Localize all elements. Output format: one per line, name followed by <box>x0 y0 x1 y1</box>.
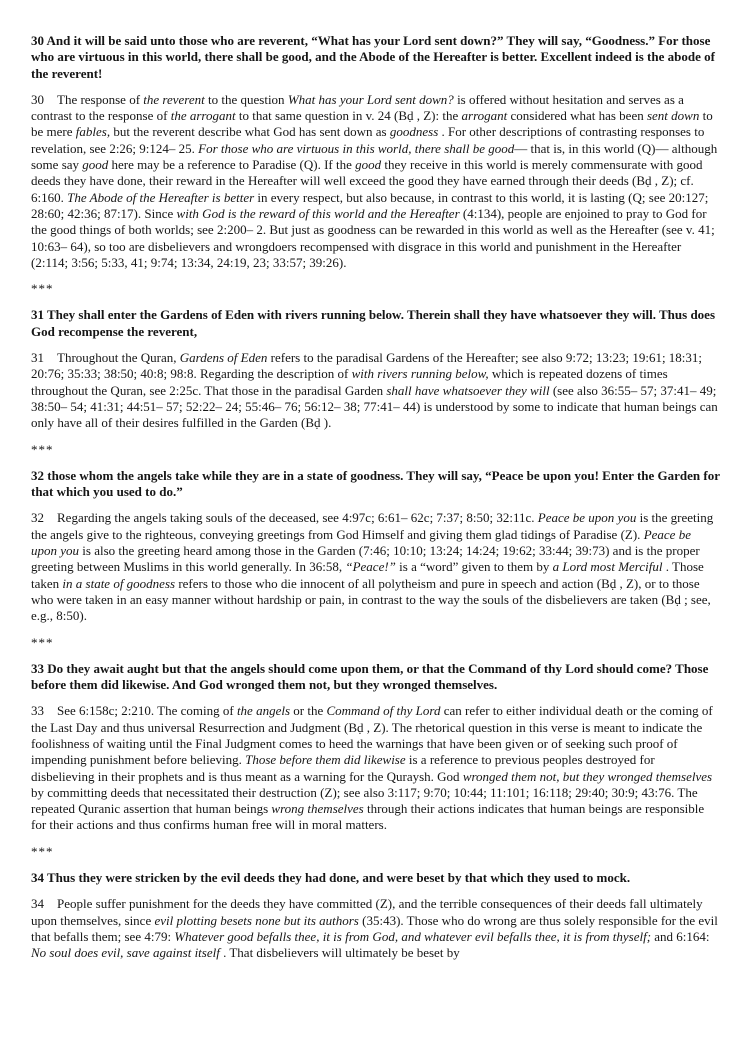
commentary-paragraph: 34 People suffer punishment for the deeds they have committed (Z), and the terrible consequences of their deeds fall ultimately upon themselves, since evil plotting besets none but its authors (35:43). Those who do wrong are thus solely responsible for the evil that befalls them; see 4:79: Whatever good befalls thee, it is from God, and whatever evil befalls thee, it is from thyself; and 6:164: No soul does evil, save against itself . That disbelievers will ultimately be beset by <box>31 896 718 961</box>
verse-translation-paragraph: 33 Do they await aught but that the angels should come upon them, or that the Command of thy Lord should come? Those before them did likewise. And God wronged them not, but they wronged themselves. <box>31 660 709 693</box>
section-separator: *** <box>31 441 54 457</box>
section-separator: *** <box>31 281 54 297</box>
verse-translation-paragraph: 30 And it will be said unto those who are reverent, “What has your Lord sent down?” They will say, “Goodness.” For those who are virtuous in this world, there shall be good, and the Abode of the Hereafter is better. Excellent indeed is the abode of the reverent! <box>31 33 715 81</box>
section-separator: *** <box>31 634 54 650</box>
commentary-paragraph: 30 The response of the reverent to the question What has your Lord sent down? is offered without hesitation and serves as a contrast to the response of the arrogant to that same question in v. 24 (Bḍ , Z): the arrogant considered what has been sent down to be mere fables, but the reverent describe what God has sent down as goodness . For other descriptions of contrasting responses to revelation, see 2:26; 9:124– 25. For those who are virtuous in this world, there shall be good— that is, in this world (Q)— although some say good here may be a reference to Paradise (Q). If the good they receive in this world is merely commensurate with good deeds they have done, their reward in the Hereafter will well exceed the good they have earned through their deeds (Bḍ , Z); cf. 6:160. The Abode of the Hereafter is better in every respect, but also because, in contrast to this world, it is lasting (Q; see 20:127; 28:60; 42:36; 87:17). Since with God is the reward of this world and the Hereafter (4:134), people are enjoined to pray to God for the good things of both worlds; see 2:200– 2. But just as goodness can be rewarded in this world as well as the Hereafter (see v. 41; 10:63– 64), so too are disbelievers and wrongdoers recompensed with disgrace in this world and punishment in the Hereafter (2:114; 3:56; 5:33, 41; 9:74; 13:34, 24:19, 23; 33:57; 39:26). <box>31 91 718 270</box>
commentary-paragraph: 33 See 6:158c; 2:210. The coming of the angels or the Command of thy Lord can refer to either individual death or the coming of the Last Day and thus universal Resurrection and Judgment (Bḍ , Z). The rhetorical question in this verse is meant to indicate the foolishness of waiting until the Final Judgment comes to heed the warnings that have been given or of seeking such proof of impending punishment before believing. Those before them did likewise is a reference to previous peoples destroyed for disbelieving in their prophets and is thus meant as a warning for the Quraysh. God wronged them not, but they wronged themselves by committing deeds that necessitated their destruction (Z); see also 3:117; 9:70; 10:44; 11:101; 16:118; 29:40; 30:9; 43:76. The repeated Quranic assertion that human beings wrong themselves through their actions indicates that human beings are responsible for their actions and thus confirms human free will in moral matters. <box>31 703 713 833</box>
verse-translation-paragraph: 32 those whom the angels take while they are in a state of goodness. They will say, “Peace be upon you! Enter the Garden for that which you used to do.” <box>31 467 720 500</box>
commentary-paragraph: 31 Throughout the Quran, Gardens of Eden refers to the paradisal Gardens of the Hereafter; see also 9:72; 13:23; 19:61; 18:31; 20:76; 35:33; 38:50; 40:8; 98:8. Regarding the description of with rivers running below, which is repeated dozens of times throughout the Quran, see 2:25c. That those in the paradisal Garden shall have whatsoever they will (see also 36:55– 57; 37:41– 49; 38:50– 54; 41:31; 44:51– 57; 52:22– 24; 55:46– 76; 56:12– 38; 77:41– 44) is understood by some to indicate that human beings can only have all of their desires fulfilled in the Garden (Bḍ ). <box>31 350 718 431</box>
verse-translation-paragraph: 31 They shall enter the Gardens of Eden with rivers running below. Therein shall they have whatsoever they will. Thus does God recompense the reverent, <box>31 307 716 339</box>
section-separator: *** <box>31 843 54 859</box>
text-flow <box>31 33 720 962</box>
commentary-paragraph: 32 Regarding the angels taking souls of the deceased, see 4:97c; 6:61– 62c; 7:37; 8:50; 32:11c. Peace be upon you is the greeting the angels give to the righteous, conveying greetings from God Himself and giving them glad tidings of Paradise (Z). Peace be upon you is also the greeting heard among those in the Garden (7:46; 10:10; 13:24; 14:24; 19:62; 33:44; 39:73) and is the proper greeting between Muslims in this world generally. In 36:58, “Peace!” is a “word” given to them by a Lord most Merciful . Those taken in a state of goodness refers to those who die innocent of all polytheism and pure in speech and action (Bḍ , Z), or to those who were taken in an easy manner without hardship or pain, in contrast to the way the souls of the disbelievers are taken (Bḍ ; see, e.g., 8:50). <box>31 510 714 624</box>
verse-translation-paragraph: 34 Thus they were stricken by the evil deeds they had done, and were beset by that which they used to mock. <box>31 870 631 886</box>
